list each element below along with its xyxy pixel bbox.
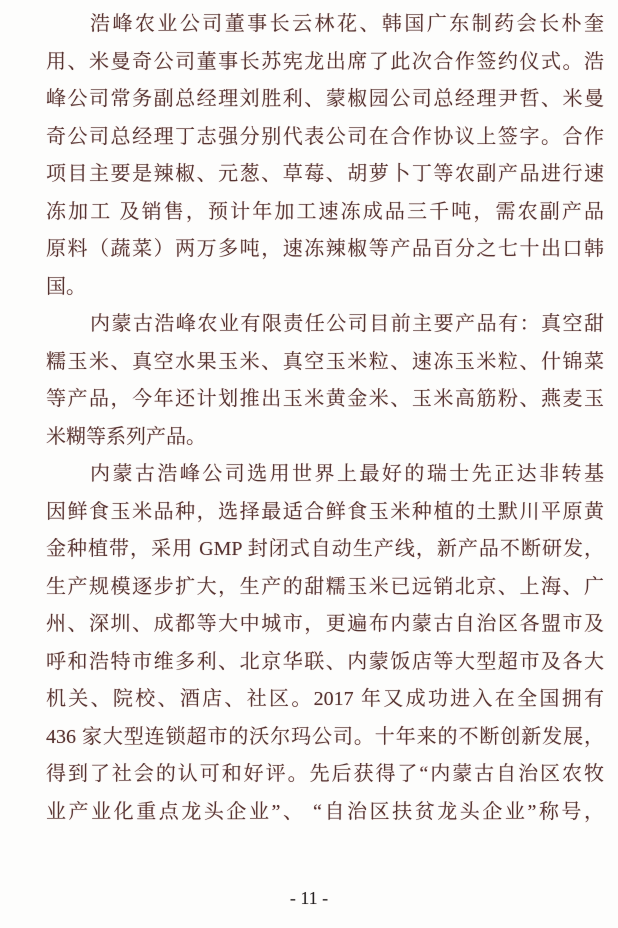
- text-line: 呼和浩特市维多利、北京华联、内蒙饭店等大型超市及各大: [46, 650, 604, 673]
- text-line: 因鲜食玉米品种，选择最适合鲜食玉米种植的土默川平原黄: [46, 500, 604, 523]
- document-body: [46, 6, 604, 831]
- text-line: 国。: [46, 275, 86, 298]
- text-line: 原料（蔬菜）两万多吨，速冻辣椒等产品百分之七十出口韩: [46, 238, 604, 260]
- paragraph: [46, 456, 604, 831]
- page-number: - 11 -: [289, 888, 329, 908]
- text-line: 机关、院校、酒店、社区。2017 年又成功进入在全国拥有: [46, 688, 604, 710]
- text-line: 生产规模逐步扩大，生产的甜糯玉米已远销北京、上海、广: [46, 575, 604, 598]
- text-line: 米糊等系列产品。: [46, 425, 206, 448]
- text-line: 得到了社会的认可和好评。先后获得了“内蒙古自治区农牧: [46, 763, 604, 785]
- text-line: 业产业化重点龙头企业”、 “自治区扶贫龙头企业”称号，: [46, 800, 604, 823]
- text-line: 等产品，今年还计划推出玉米黄金米、玉米高筋粉、燕麦玉: [46, 388, 604, 410]
- text-line: 糯玉米、真空水果玉米、真空玉米粒、速冻玉米粒、什锦菜: [46, 350, 604, 373]
- text-line: 用、米曼奇公司董事长苏宪龙出席了此次合作签约仪式。浩: [46, 50, 604, 73]
- text-line: 金种植带，采用 GMP 封闭式自动生产线，新产品不断研发，: [46, 538, 604, 560]
- text-line: 冻加工 及销售，预计年加工速冻成品三千吨，需农副产品: [46, 200, 604, 223]
- text-line: 436 家大型连锁超市的沃尔玛公司。十年来的不断创新发展，: [46, 725, 604, 748]
- paragraph: [46, 306, 604, 456]
- text-line: 内蒙古浩峰公司选用世界上最好的瑞士先正达非转基: [90, 463, 604, 485]
- text-line: 奇公司总经理丁志强分别代表公司在合作协议上签字。合作: [46, 125, 604, 148]
- text-line: 项目主要是辣椒、元葱、草莓、胡萝卜丁等农副产品进行速: [46, 163, 604, 185]
- text-line: 峰公司常务副总经理刘胜利、蒙椒园公司总经理尹哲、米曼: [46, 88, 604, 110]
- paragraph: [46, 6, 604, 306]
- text-line: 浩峰农业公司董事长云林花、韩国广东制药会长朴奎: [90, 13, 604, 35]
- text-line: 州、深圳、成都等大中城市，更遍布内蒙古自治区各盟市及: [46, 613, 604, 635]
- text-line: 内蒙古浩峰农业有限责任公司目前主要产品有：真空甜: [90, 313, 604, 335]
